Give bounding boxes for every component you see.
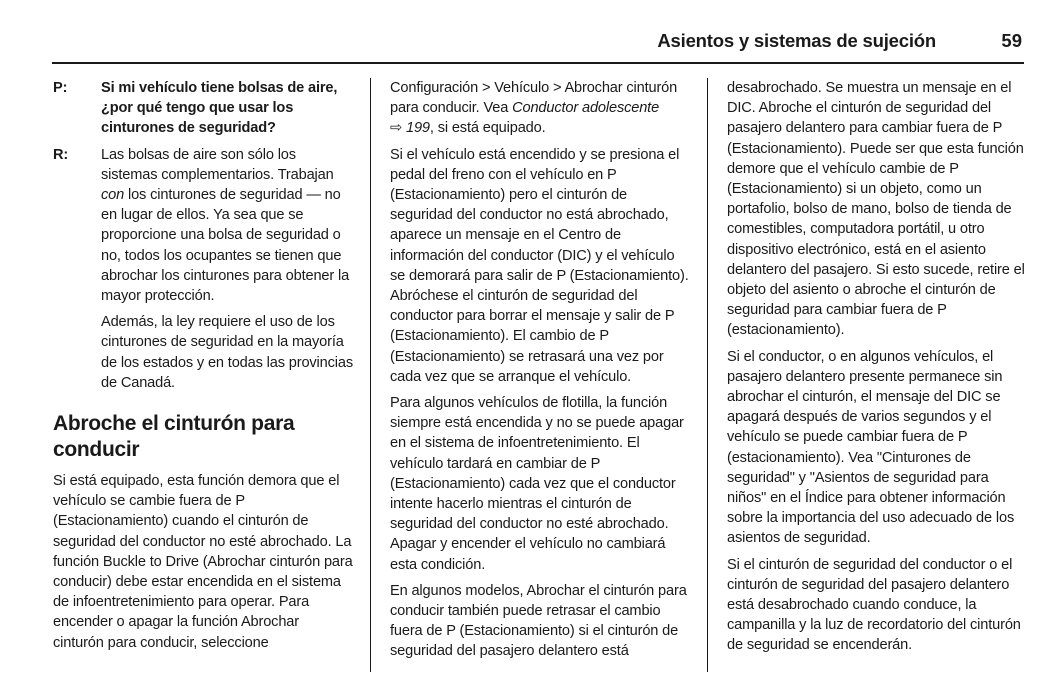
page-number: 59 — [1001, 30, 1022, 51]
answer-label: R: — [53, 146, 69, 163]
page-reference-arrow-icon: ⇨ — [390, 120, 403, 137]
answer-block — [53, 145, 353, 307]
cross-reference-link[interactable]: Conductor adolescente — [512, 100, 660, 117]
answer-text-part-1: Las bolsas de aire son sólo los sistemas complementarios. Trabajan — [101, 146, 334, 183]
section-title: Asientos y sistemas de sujeción — [657, 30, 936, 51]
header-rule — [52, 62, 1024, 64]
column-divider-1 — [370, 78, 371, 672]
answer-text-part-2: los cinturones de seguridad — no en lugar de ellos. Ya sea que se proporcione una bolsa de seguridad o no, todos los ocupantes se tienen que abrochar los cinturones para obtener la mayor protección. — [101, 187, 350, 305]
paragraph-3: Para algunos vehículos de flotilla, la función siempre está encendida y no se puede apagar en el sistema de infoentretenimiento. El vehículo tardará en cambiar de P (Estacionamiento) cada vez que el conductor intente hacerlo mientras el cinturón de seguridad del conductor no esté abrochado. Apagar y encender el vehículo no cambiará esta condición. — [390, 395, 684, 573]
question-label: P: — [53, 80, 68, 96]
paragraph-1-text: Configuración > Vehículo > Abrochar cinturón para conducir. Vea — [390, 80, 678, 117]
paragraph-4: En algunos modelos, Abrochar el cinturón para conducir también puede retrasar el cambio fuera de P (Estacionamiento) si el cinturón de seguridad del pasajero delantero está — [390, 582, 687, 660]
paragraph-1 — [390, 78, 690, 139]
paragraph-1-tail: , si está equipado. — [429, 120, 546, 137]
paragraph-3: Si el cinturón de seguridad del conductor o el cinturón de seguridad del pasajero delantero está desabrochado cuando conduce, la campanilla y la luz de recordatorio del cinturón de seguridad se encenderán. — [727, 556, 1021, 654]
answer-followup: Además, la ley requiere el uso de los cinturones de seguridad en la mayoría de los estados y en todas las provincias de Canadá. — [101, 314, 353, 391]
paragraph-2: Si el vehículo está encendido y se presiona el pedal del freno con el vehículo en P (Estacionamiento) pero el cinturón de seguridad del conductor no está abrochado, aparece un mensaje en el Centro de información del conductor (DIC) y el vehículo se demorará para salir de P (Estacionamiento). Abróchese el cinturón de seguridad del conductor para borrar el mensaje y salir de P (Estacionamiento). El cambio de P (Estacionamiento) se retrasará una vez por cada vez que se arranque el vehículo. — [390, 146, 689, 385]
paragraph-1: desabrochado. Se muestra un mensaje en el DIC. Abroche el cinturón de seguridad del pasajero delantero para cambiar fuera de P (Estacionamiento). Puede ser que esta función demore que el vehículo cambie de P (Estacionamiento) si un objeto, como un portafolio, bolso de mano, bolso de tienda de comestibles, computadora portátil, u otro dispositivo electrónico, está en el asiento delantero del pasajero. Si esto sucede, retire el objeto del asiento o abroche el cinturón de seguridad para cambiar fuera de P (estacionamiento). — [727, 80, 1025, 339]
paragraph-2: Si el conductor, o en algunos vehículos, el pasajero delantero presente permanece sin abrochar el cinturón, el mensaje del DIC se apagará después de varios segundos y el vehículo se puede cambiar fuera de P (estacionamiento). Vea "Cinturones de seguridad" y "Asientos de seguridad para niños" en el Índice para obtener información sobre la importancia del uso adecuado de los asientos de seguridad. — [727, 348, 1015, 547]
column-1 — [53, 78, 353, 659]
page-reference-number[interactable]: 199 — [405, 120, 430, 137]
page-header — [52, 30, 1024, 60]
section-heading: Abroche el cinturón para conducir — [53, 412, 295, 462]
answer-text — [101, 145, 353, 307]
question-block — [53, 78, 353, 139]
answer-emphasis: con — [101, 187, 125, 204]
column-3 — [727, 78, 1027, 662]
question-text: Si mi vehículo tiene bolsas de aire, ¿por qué tengo que usar los cinturones de seguridad? — [101, 80, 338, 137]
column-divider-2 — [707, 78, 708, 672]
section-paragraph: Si está equipado, esta función demora que el vehículo se cambie fuera de P (Estacionamiento) cuando el cinturón de seguridad del conductor no esté abrochado. La función Buckle to Drive (Abrochar cinturón para conducir) debe estar encendida en el sistema de infoentretenimiento para operar. Para encender o apagar la función Abrochar cinturón para conducir, seleccione — [53, 473, 353, 651]
column-2 — [390, 78, 690, 668]
